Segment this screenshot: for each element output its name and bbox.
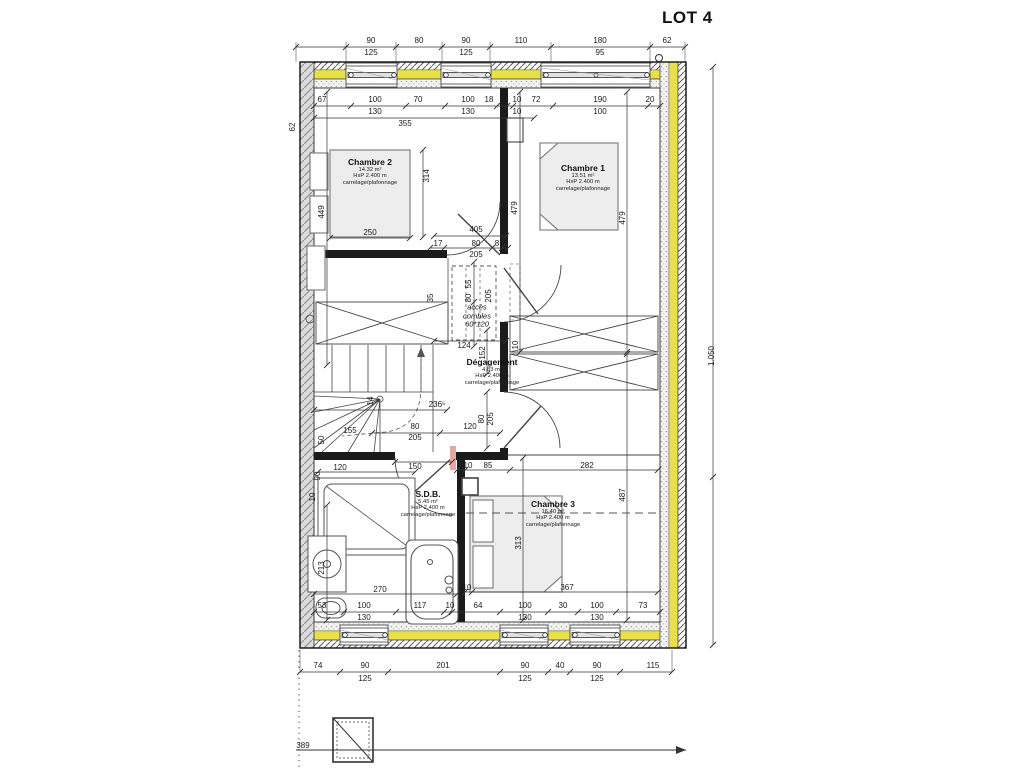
dimension-label: 124 (457, 341, 471, 350)
dimension-label: 130 (590, 613, 604, 622)
dimension-label: 73 (638, 601, 648, 610)
downpipe-icon (656, 55, 663, 62)
bed-chambre-2 (310, 150, 410, 237)
dimension-label: 115 (646, 661, 660, 670)
dimension-label: 55 (464, 279, 473, 289)
dimension-label: 190 (593, 95, 607, 104)
dimension-label: 125 (518, 674, 532, 683)
dimension-label: 100 (461, 95, 475, 104)
room-detail: carrelage/plafonnage (525, 521, 581, 528)
arrow-icon (676, 746, 686, 754)
dimension-label: 100 (593, 107, 607, 116)
dimension-label: 120 (463, 422, 477, 431)
dimension-label: 18 (484, 95, 494, 104)
dimension-label: 64 (473, 601, 483, 610)
dimension-label: 10 (463, 461, 473, 470)
room-name: Chambre 1 (561, 162, 605, 173)
dimension-label: 8 (494, 239, 500, 248)
room-detail: 14.32 m² (358, 166, 382, 173)
room-detail: 5.45 m² (418, 498, 438, 505)
dimension-label: 90 (313, 471, 322, 481)
dimension-label: 90 (360, 661, 370, 670)
dimension-label: 205 (469, 250, 483, 259)
dimension-label: 355 (398, 119, 412, 128)
dimension-label: 17 (433, 239, 443, 248)
room-name: Chambre 2 (348, 156, 392, 167)
window (570, 625, 620, 645)
room-detail: HsP 2.400 m (475, 373, 509, 380)
dimension-label: 70 (413, 95, 423, 104)
dimension-label: 479 (618, 211, 627, 225)
dimension-label: 10 (308, 492, 317, 502)
room-detail: carrelage/plafonnage (555, 185, 611, 192)
room-detail: carrelage/plafonnage (400, 511, 456, 518)
drain-icon (428, 560, 433, 565)
room-name: Chambre 3 (531, 498, 575, 509)
room-detail: HsP 2.400 m (353, 173, 387, 180)
dimension-label: 125 (358, 674, 372, 683)
door-chambre-1 (504, 264, 561, 322)
pillow (473, 546, 493, 588)
faucet-icon (446, 587, 452, 593)
dimension-label: 152 (478, 346, 487, 360)
dimension-label: 80 (464, 293, 473, 303)
dimension-label: 367 (560, 583, 574, 592)
dimension-label: 125 (459, 48, 473, 57)
dimension-label: 53 (317, 601, 327, 610)
dimension-label: 74 (313, 661, 323, 670)
dimension-label: 479 (510, 201, 519, 215)
dimension-label: 95 (595, 48, 605, 57)
dimension-label: 50 (317, 435, 326, 445)
dimension-label: 62 (662, 36, 672, 45)
pillow (310, 153, 328, 190)
dimension-label: 205 (486, 412, 495, 426)
dimension-label: 110 (514, 36, 528, 45)
room-detail: 13.51 m² (571, 172, 595, 179)
window (541, 63, 650, 87)
room-detail: carrelage/plafonnage (464, 379, 520, 386)
dimension-label: 10 (512, 95, 522, 104)
dimension-label: 80 (414, 36, 424, 45)
attic-access-note: accès combles 60*120 (463, 302, 491, 329)
dimension-label: 100 (357, 601, 371, 610)
dimension-label: 282 (580, 461, 594, 470)
window (340, 625, 388, 645)
duct-marker (450, 446, 456, 470)
dimension-label: 213 (317, 561, 326, 575)
dimension-label: 80 (471, 239, 481, 248)
dimension-label: 250 (363, 228, 377, 237)
dimension-label: 80 (410, 422, 420, 431)
room-detail: carrelage/plafonnage (342, 179, 398, 186)
dimension-label: 1.050 (707, 345, 716, 367)
dimension-label: 72 (531, 95, 541, 104)
pillow (310, 196, 328, 233)
scale-figure (296, 650, 686, 768)
dimension-label: 150 (408, 462, 422, 471)
room-detail: HsP 2.400 m (411, 505, 445, 512)
dimension-label: 155 (343, 426, 357, 435)
dimension-label: 90 (461, 36, 471, 45)
room-detail: 4.83 m² (482, 366, 502, 373)
room-name: S.D.B. (415, 488, 441, 499)
dimension-label: 205 (484, 289, 493, 303)
bed-chambre-3 (470, 496, 562, 592)
dimension-label: 130 (368, 107, 382, 116)
wall-niche (307, 246, 325, 290)
dimension-label: 14 (366, 396, 375, 406)
dimension-label: 125 (590, 674, 604, 683)
dimension-label: 10 (512, 107, 522, 116)
dimension-label: 85 (483, 461, 493, 470)
dimension-label: 35 (426, 293, 435, 303)
dimension-label: 10 (445, 601, 455, 610)
bed-chambre-1 (540, 143, 618, 230)
pillow (473, 500, 493, 542)
page-title: LOT 4 (662, 8, 713, 27)
low-height-zones (306, 302, 658, 390)
bathtub (406, 540, 458, 624)
dimension-label: 10 (462, 583, 472, 592)
dimension-label: 10 (511, 340, 520, 350)
dimension-label: 236⁵ (428, 400, 446, 409)
dimension-label: 30 (558, 601, 568, 610)
dimension-label: 130 (518, 613, 532, 622)
room-name: Dégagement (466, 356, 518, 367)
door-chambre-3 (504, 392, 560, 448)
dimension-label: 20 (645, 95, 655, 104)
window (500, 625, 548, 645)
dimension-label: 120 (333, 463, 347, 472)
dimension-label: 62 (288, 122, 297, 132)
dimension-label: 125 (364, 48, 378, 57)
dimension-label: 80 (477, 414, 486, 424)
dimension-label: 314 (422, 169, 431, 183)
dimension-label: 201 (436, 661, 450, 670)
dimension-label: 90 (592, 661, 602, 670)
dimension-label: 100 (518, 601, 532, 610)
pier (462, 478, 478, 495)
dimension-label: 100 (368, 95, 382, 104)
dimension-label: 40 (555, 661, 565, 670)
room-detail: 16.40 m² (541, 508, 565, 515)
dimension-label: 90 (366, 36, 376, 45)
dimension-label: 117 (413, 601, 427, 610)
dimension-label: 205 (408, 433, 422, 442)
dimension-label: 130 (357, 613, 371, 622)
door-chambre-2 (447, 202, 500, 255)
dimension-label: 90 (520, 661, 530, 670)
dimension-label: 389 (296, 741, 310, 750)
room-detail: HsP 2.400 m (566, 179, 600, 186)
dimension-label: 405 (469, 225, 483, 234)
dimension-label: 449 (317, 205, 326, 219)
window (441, 63, 491, 87)
dimension-label: 100 (590, 601, 604, 610)
staircase (314, 345, 433, 452)
dimension-label: 180 (593, 36, 607, 45)
dimension-label: 487 (618, 488, 627, 502)
room-detail: HsP 2.400 m (536, 515, 570, 522)
doors (395, 202, 561, 515)
pier (507, 118, 523, 142)
dimension-label: 270 (373, 585, 387, 594)
dimension-label: 313 (514, 536, 523, 550)
faucet-icon (445, 576, 453, 584)
walkline-arrow-icon (417, 347, 425, 357)
dimension-label: 67 (317, 95, 327, 104)
window (346, 63, 397, 87)
dimension-label: 130 (461, 107, 475, 116)
